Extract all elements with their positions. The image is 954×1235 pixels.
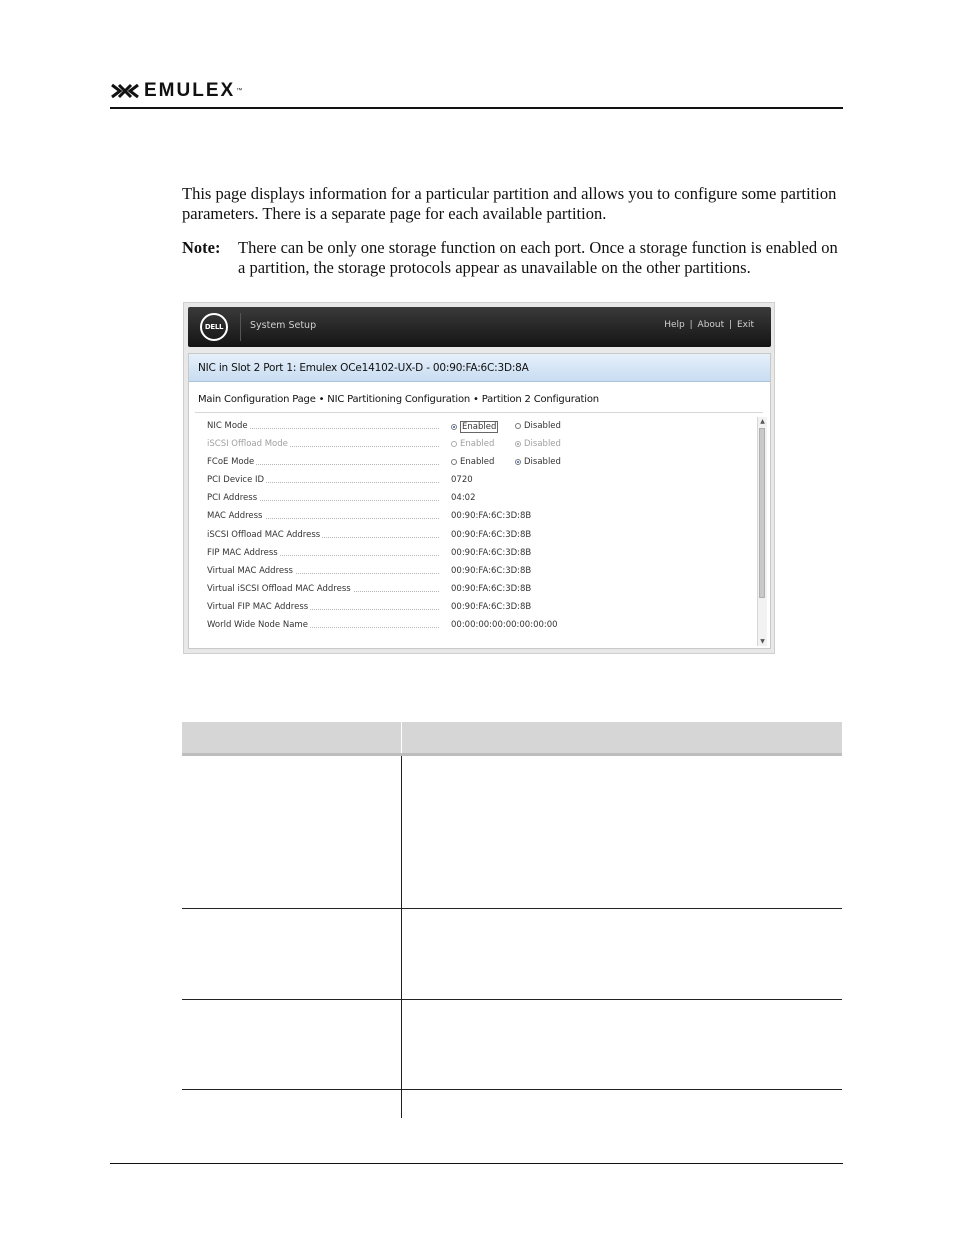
table-row xyxy=(182,909,842,1000)
trademark-mark: ™ xyxy=(236,88,243,94)
scroll-down-icon[interactable]: ▼ xyxy=(760,638,765,645)
breadcrumb-divider xyxy=(195,412,763,413)
exit-link[interactable]: Exit xyxy=(736,320,754,330)
row-value: 00:90:FA:6C:3D:8B xyxy=(451,565,532,576)
nic-mode-disabled-radio[interactable] xyxy=(515,421,561,431)
radio-label: Enabled xyxy=(460,439,495,450)
radio-selected-icon xyxy=(515,459,521,465)
row-label: Virtual iSCSI Offload MAC Address xyxy=(207,583,351,594)
pci-address-row xyxy=(207,491,757,509)
row-label: iSCSI Offload Mode xyxy=(207,439,288,450)
column-divider xyxy=(401,722,402,753)
note-text: There can be only one storage function on each port. Once a storage function is enabled on a partition, the storage protocols appear as unavailable on the other partitions. xyxy=(238,238,838,277)
note xyxy=(182,238,842,278)
virtual-mac-address-row xyxy=(207,564,757,582)
settings-list xyxy=(207,419,757,636)
about-link[interactable]: About xyxy=(697,320,725,330)
fcoe-mode-enabled-radio[interactable] xyxy=(451,457,494,467)
topbar-divider xyxy=(240,313,241,341)
fcoe-mode-row xyxy=(207,455,757,473)
link-separator: | xyxy=(689,320,693,330)
row-value: 00:00:00:00:00:00:00:00 xyxy=(451,620,558,631)
virtual-iscsi-offload-mac-address-row xyxy=(207,582,757,600)
column-divider xyxy=(401,1000,402,1089)
emulex-logo-icon xyxy=(110,82,140,100)
breadcrumb: Main Configuration Page • NIC Partitioning Configuration • Partition 2 Configuration xyxy=(198,394,599,405)
row-label: FIP MAC Address xyxy=(207,547,278,558)
row-label: Virtual MAC Address xyxy=(207,565,293,576)
nic-mode-enabled-radio[interactable] xyxy=(451,421,498,433)
mac-address-row xyxy=(207,509,757,527)
scroll-thumb[interactable] xyxy=(759,428,765,598)
topbar-links xyxy=(663,320,755,330)
row-label: PCI Address xyxy=(207,493,258,504)
row-label: Virtual FIP MAC Address xyxy=(207,601,309,612)
dell-logo: DELL xyxy=(200,313,228,341)
row-label: NIC Mode xyxy=(207,421,248,431)
radio-label: Enabled xyxy=(460,457,495,468)
radio-unselected-icon xyxy=(515,423,521,429)
nic-title: NIC in Slot 2 Port 1: Emulex OCe14102-UX-D - 00:90:FA:6C:3D:8A xyxy=(198,362,529,374)
parameters-table xyxy=(182,722,842,1118)
intro-paragraph: This page displays information for a particular partition and allows you to configure some partition parameters. There is a separate page for each available partition. xyxy=(182,184,837,223)
row-value: 04:02 xyxy=(451,493,476,504)
row-value: 00:90:FA:6C:3D:8B xyxy=(451,547,532,558)
table-row xyxy=(182,1090,842,1118)
radio-label: Enabled xyxy=(462,422,497,432)
row-label: MAC Address xyxy=(207,511,263,522)
system-setup-screenshot xyxy=(183,302,775,654)
table-row xyxy=(182,756,842,909)
row-value: 00:90:FA:6C:3D:8B xyxy=(451,511,532,522)
row-value: 0720 xyxy=(451,475,473,486)
radio-unselected-icon xyxy=(451,441,457,447)
link-separator: | xyxy=(729,320,733,330)
iscsi-offload-mode-row xyxy=(207,437,757,455)
help-link[interactable]: Help xyxy=(664,320,685,330)
pci-device-id-row xyxy=(207,473,757,491)
nic-mode-row xyxy=(207,419,757,437)
radio-unselected-icon xyxy=(451,459,457,465)
system-setup-topbar xyxy=(188,307,771,347)
world-wide-node-name-row xyxy=(207,618,757,636)
column-divider xyxy=(401,756,402,908)
iscsi-offload-enabled-radio xyxy=(451,439,494,449)
configuration-panel xyxy=(188,353,771,649)
system-setup-title: System Setup xyxy=(250,320,317,331)
radio-selected-icon xyxy=(451,424,457,430)
row-label: World Wide Node Name xyxy=(207,620,308,631)
column-divider xyxy=(401,1090,402,1118)
table-row xyxy=(182,1000,842,1090)
row-label: PCI Device ID xyxy=(207,475,265,486)
row-label: iSCSI Offload MAC Address xyxy=(207,529,321,540)
emulex-logo xyxy=(110,80,242,102)
header-rule xyxy=(110,107,843,109)
note-label: Note: xyxy=(182,238,221,257)
column-divider xyxy=(401,909,402,999)
vertical-scrollbar[interactable] xyxy=(757,417,767,646)
row-label: FCoE Mode xyxy=(207,457,255,468)
virtual-fip-mac-address-row xyxy=(207,600,757,618)
brand-name: EMULEX xyxy=(144,80,236,101)
footer-rule xyxy=(110,1163,843,1164)
row-value: 00:90:FA:6C:3D:8B xyxy=(451,529,532,540)
iscsi-offload-disabled-radio xyxy=(515,439,561,449)
radio-selected-icon xyxy=(515,441,521,447)
radio-label: Disabled xyxy=(524,457,561,468)
nic-header xyxy=(189,354,770,382)
row-value: 00:90:FA:6C:3D:8B xyxy=(451,583,532,594)
scroll-up-icon[interactable]: ▲ xyxy=(760,418,765,425)
iscsi-offload-mac-address-row xyxy=(207,528,757,546)
radio-label: Disabled xyxy=(524,421,561,431)
row-value: 00:90:FA:6C:3D:8B xyxy=(451,601,532,612)
table-header xyxy=(182,722,842,756)
radio-label: Disabled xyxy=(524,439,561,450)
fcoe-mode-disabled-radio[interactable] xyxy=(515,457,561,467)
fip-mac-address-row xyxy=(207,546,757,564)
